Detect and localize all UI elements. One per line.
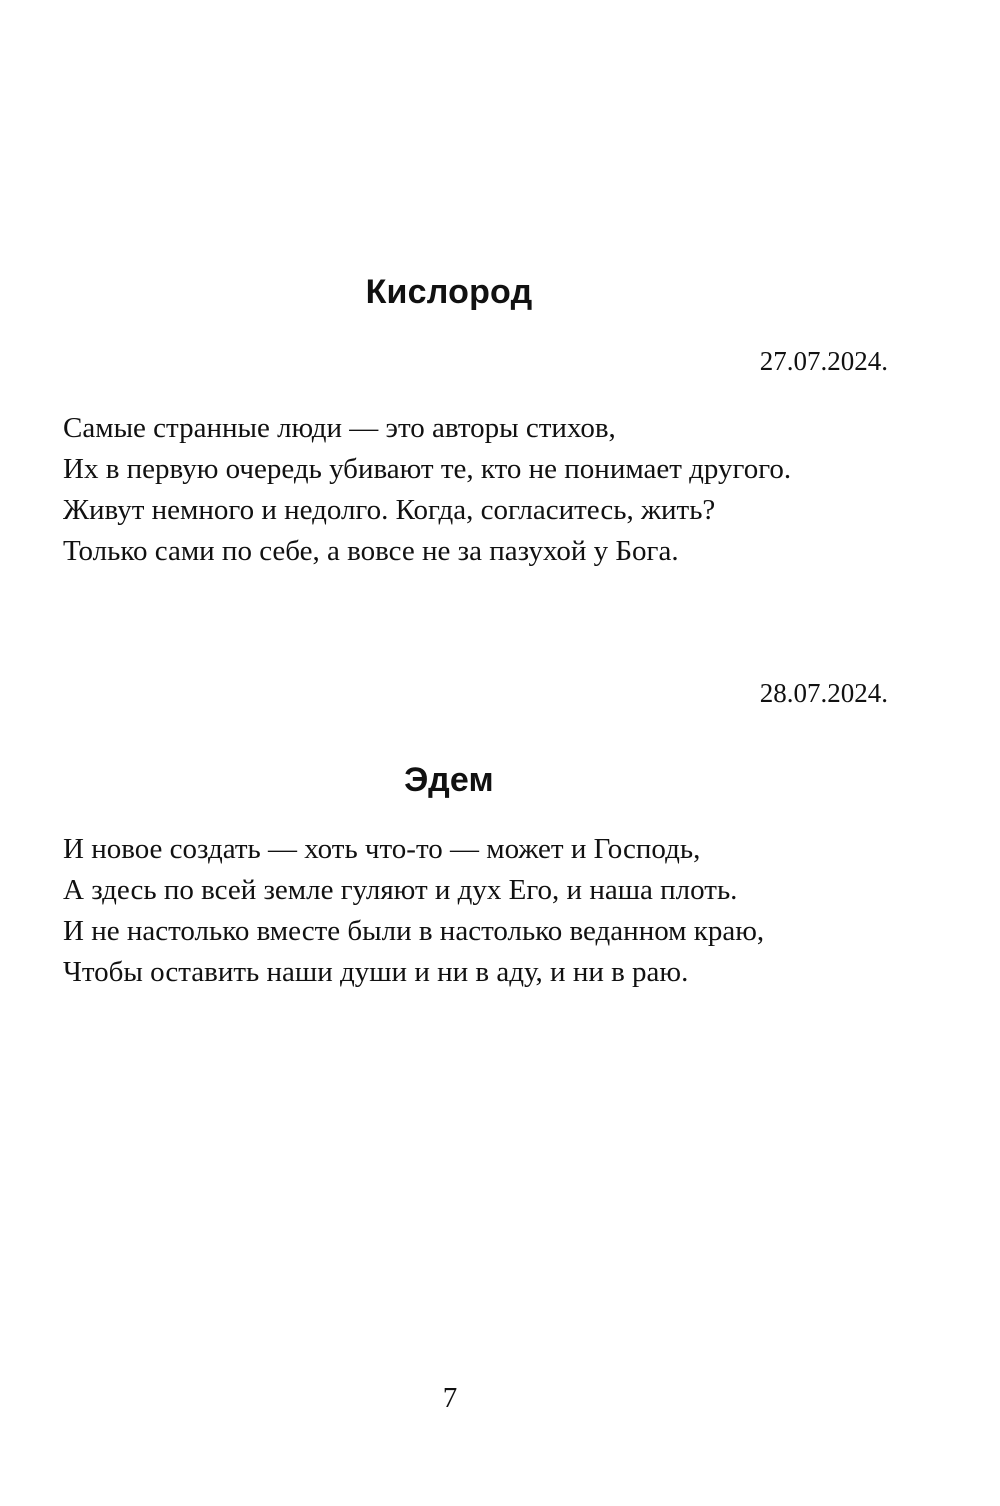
poem-date: 28.07.2024.: [759, 678, 888, 708]
poem-line: Их в первую очередь убивают те, кто не понимает другого.: [63, 453, 792, 485]
poem-line: Только сами по себе, а вовсе не за пазухой у Бога.: [63, 535, 679, 567]
page-number-text: 7: [442, 1382, 458, 1414]
page-number: [0, 1381, 1000, 1415]
poem-line: Чтобы оставить наши души и ни в аду, и ни в раю.: [63, 956, 689, 988]
poem-stanza: [63, 829, 943, 993]
poem-line: И не настолько вместе были в настолько веданном краю,: [63, 915, 765, 947]
poem-line: И новое создать — хоть что-то — может и Господь,: [63, 833, 701, 865]
poem-stanza: [63, 408, 943, 572]
poem-line: Живут немного и недолго. Когда, согласитесь, жить?: [63, 494, 716, 526]
poem-line: Самые странные люди — это авторы стихов,: [63, 412, 616, 444]
poem-title: Кислород: [365, 273, 533, 311]
poem-title: Эдем: [404, 761, 494, 799]
poem-line: А здесь по всей земле гуляют и дух Его, и наша плоть.: [63, 874, 738, 906]
poem-date: 27.07.2024.: [759, 346, 888, 376]
